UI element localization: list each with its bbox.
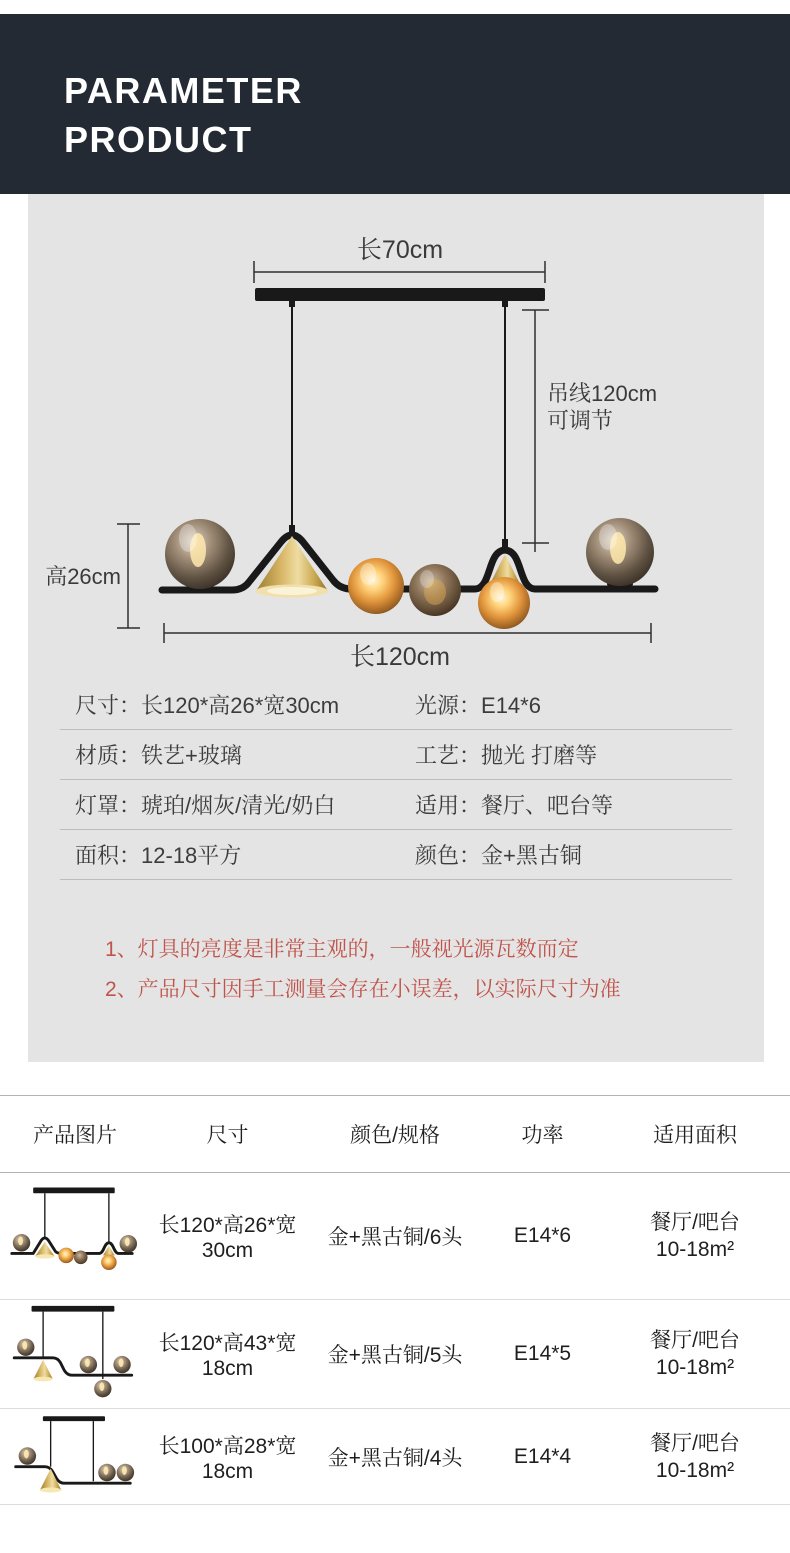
cell-area-line1: 餐厅/吧台 bbox=[650, 1329, 740, 1352]
sku-table-header bbox=[0, 1095, 790, 1173]
cell-area-line1: 餐厅/吧台 bbox=[650, 1431, 740, 1455]
spec-value: E14*6 bbox=[481, 693, 541, 718]
notes bbox=[28, 930, 764, 1010]
product-diagram bbox=[28, 194, 764, 674]
col-header-image: 产品图片 bbox=[33, 1124, 117, 1147]
spec-label: 材质： bbox=[75, 743, 142, 768]
spec-value: 餐厅、吧台等 bbox=[481, 793, 614, 818]
spec-value: 长120*高26*宽30cm bbox=[141, 693, 340, 718]
banner-title-line1: PARAMETER bbox=[64, 70, 303, 111]
cell-area bbox=[600, 1327, 790, 1381]
spec-table bbox=[60, 680, 732, 880]
glass-ball-smoke-right bbox=[586, 518, 654, 589]
spec-row bbox=[60, 730, 732, 780]
spec-row bbox=[60, 680, 732, 730]
sku-table bbox=[0, 1095, 790, 1505]
cell-area bbox=[600, 1430, 790, 1484]
spec-value: 抛光 打磨等 bbox=[481, 743, 598, 768]
glass-ball-amber-mid bbox=[348, 558, 404, 614]
spec-label: 适用： bbox=[415, 793, 482, 818]
rod-connector-left bbox=[289, 525, 295, 536]
col-header-color: 颜色/规格 bbox=[350, 1124, 440, 1147]
cell-power: E14*6 bbox=[513, 1224, 572, 1247]
cell-power: E14*4 bbox=[513, 1444, 572, 1468]
glass-ball-bronze bbox=[409, 564, 461, 616]
product-panel bbox=[28, 194, 764, 1062]
banner bbox=[0, 14, 790, 194]
cell-area-line2: 10-18m² bbox=[655, 1458, 735, 1482]
note-line-1: 1、灯具的亮度是非常主观的，一般视光源瓦数而定 bbox=[105, 938, 579, 961]
cell-area bbox=[600, 1209, 790, 1263]
spec-value: 12-18平方 bbox=[141, 843, 242, 868]
spec-row bbox=[60, 830, 732, 880]
product-thumbnail-6head bbox=[6, 1180, 138, 1292]
table-row bbox=[0, 1173, 790, 1300]
cell-size: 长120*高26*宽30cm bbox=[158, 1214, 297, 1262]
col-header-area: 适用面积 bbox=[653, 1124, 737, 1147]
dim-height-label: 高26cm bbox=[45, 564, 121, 589]
dim-wire-label2: 可调节 bbox=[547, 408, 614, 433]
col-header-power: 功率 bbox=[521, 1124, 564, 1147]
spec-value: 铁艺+玻璃 bbox=[141, 743, 242, 768]
product-thumbnail-5head bbox=[6, 1302, 138, 1406]
ceiling-bar bbox=[255, 288, 545, 307]
spec-value: 金+黑古铜 bbox=[481, 843, 582, 868]
spec-value: 琥珀/烟灰/清光/奶白 bbox=[141, 793, 336, 818]
cell-color-spec: 金+黑古铜/5头 bbox=[327, 1344, 463, 1367]
cell-power: E14*5 bbox=[513, 1342, 572, 1365]
gold-cone-shade bbox=[256, 536, 328, 598]
spec-label: 灯罩： bbox=[75, 793, 142, 818]
cell-area-line1: 餐厅/吧台 bbox=[650, 1211, 740, 1234]
col-header-size: 尺寸 bbox=[206, 1124, 249, 1147]
spec-label: 颜色： bbox=[415, 843, 482, 868]
cell-size: 长100*高28*宽18cm bbox=[158, 1434, 297, 1483]
spec-label: 工艺： bbox=[415, 743, 482, 768]
dim-top-line bbox=[254, 261, 545, 283]
cell-color-spec: 金+黑古铜/4头 bbox=[327, 1446, 463, 1470]
product-thumbnail-4head bbox=[6, 1412, 138, 1502]
cell-area-line2: 10-18m² bbox=[655, 1356, 735, 1379]
cell-area-line2: 10-18m² bbox=[655, 1238, 735, 1261]
dim-top-label: 长70cm bbox=[356, 236, 444, 264]
table-row bbox=[0, 1409, 790, 1505]
glass-ball-smoke-left bbox=[165, 519, 235, 591]
spec-label: 面积： bbox=[75, 843, 142, 868]
dim-wire-line bbox=[522, 310, 549, 552]
glass-ball-amber-hump bbox=[478, 577, 530, 629]
banner-title-line2: PRODUCT bbox=[64, 119, 253, 160]
cell-color-spec: 金+黑古铜/6头 bbox=[327, 1226, 463, 1249]
rod-connector-right bbox=[502, 539, 508, 549]
spec-row bbox=[60, 780, 732, 830]
dim-length-line bbox=[164, 623, 651, 643]
table-row bbox=[0, 1300, 790, 1409]
note-line-2: 2、产品尺寸因手工测量会存在小误差，以实际尺寸为准 bbox=[105, 978, 621, 1001]
cell-size: 长120*高43*宽18cm bbox=[158, 1332, 297, 1380]
dim-wire-label1: 吊线120cm bbox=[547, 381, 658, 406]
dim-length-label: 长120cm bbox=[349, 643, 451, 671]
spec-label: 尺寸： bbox=[75, 693, 142, 718]
spec-label: 光源： bbox=[415, 693, 482, 718]
lamp-rod bbox=[162, 535, 655, 590]
